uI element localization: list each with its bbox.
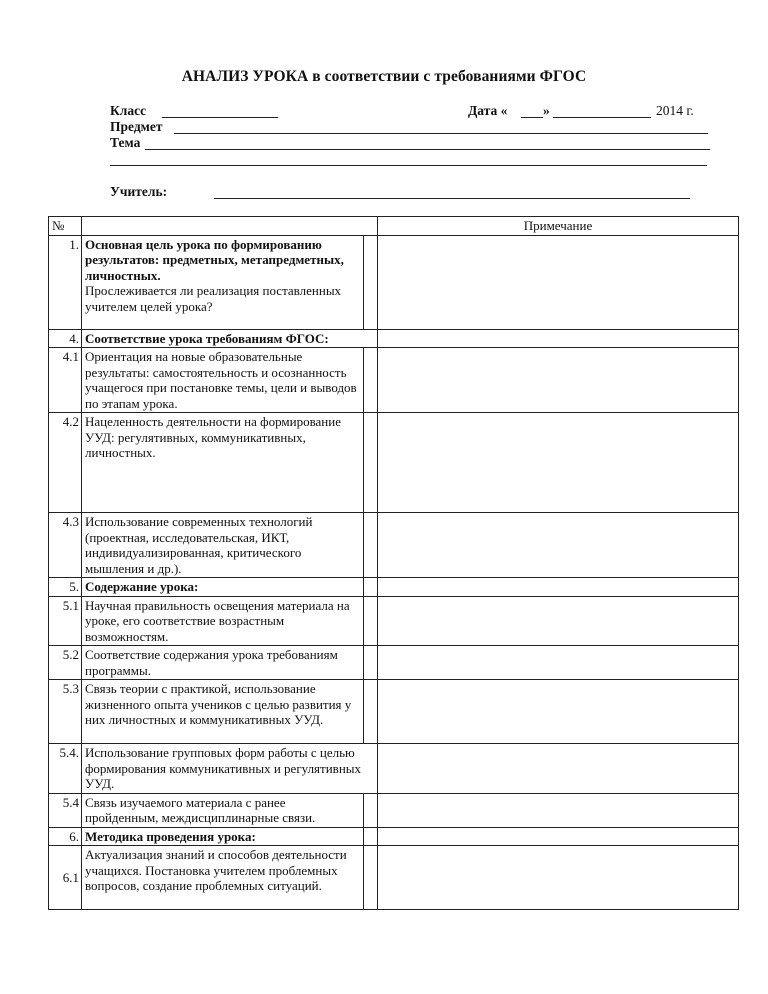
row-num: 4.3 (49, 513, 82, 578)
mid-cell[interactable] (364, 235, 378, 329)
row-text (82, 329, 378, 348)
row-num: 5. (49, 578, 82, 597)
mid-cell[interactable] (364, 827, 378, 846)
date-prefix: Дата « (468, 103, 508, 118)
topic-label: Тема (110, 135, 141, 150)
row-text: Соответствие содержания урока требованиям программы. (82, 646, 364, 680)
table-row (49, 744, 739, 794)
mid-cell[interactable] (364, 793, 378, 827)
row-num: 5.4. (49, 744, 82, 794)
teacher-field-line[interactable] (214, 198, 690, 199)
row-text (82, 578, 364, 597)
row-bold-text: Основная цель урока по формированию результатов: предметных, метапредметных, личностных. (85, 236, 344, 283)
row-plain-text: Прослеживается ли реализация поставленных учителем целей урока? (85, 283, 342, 314)
row-num: 1. (49, 235, 82, 329)
teacher-label: Учитель: (110, 184, 168, 199)
row-num: 6.1 (49, 846, 82, 910)
note-cell[interactable] (378, 513, 739, 578)
row-num: 4. (49, 329, 82, 348)
row-num: 5.2 (49, 646, 82, 680)
topic-field-line[interactable] (145, 149, 710, 150)
mid-cell[interactable] (364, 680, 378, 744)
col-num-header: № (49, 217, 82, 236)
table-row (49, 348, 739, 413)
mid-cell[interactable] (364, 646, 378, 680)
subject-label: Предмет (110, 119, 163, 134)
row-text: Научная правильность освещения материала на уроке, его соответствие возрастным возможностям. (82, 596, 364, 646)
row-text: Ориентация на новые образовательные результаты: самостоятельность и осознанность учащегося при постановке темы, цели и выводов по этапам урока. (82, 348, 364, 413)
date-mid: » (543, 103, 550, 118)
table-row (49, 235, 739, 329)
row-text (82, 827, 364, 846)
table-row (49, 329, 739, 348)
table-row (49, 513, 739, 578)
row-num: 6. (49, 827, 82, 846)
mid-cell[interactable] (364, 596, 378, 646)
note-cell[interactable] (378, 329, 739, 348)
topic-field-line-2[interactable] (110, 165, 707, 166)
mid-cell[interactable] (364, 513, 378, 578)
note-cell[interactable] (378, 413, 739, 513)
row-num: 5.4 (49, 793, 82, 827)
row-num: 5.3 (49, 680, 82, 744)
row-text: Использование современных технологий (проектная, исследовательская, ИКТ, индивидуализированная, критического мышления и др.). (82, 513, 364, 578)
note-cell[interactable] (378, 596, 739, 646)
row-text: Связь изучаемого материала с ранее пройденным, междисциплинарные связи. (82, 793, 364, 827)
date-month-line[interactable] (553, 117, 651, 118)
table-row (49, 596, 739, 646)
col-note-header (378, 217, 739, 236)
table-row (49, 680, 739, 744)
document-title: АНАЛИЗ УРОКА в соответствии с требованиями ФГОС (181, 68, 587, 85)
row-bold-text: Методика проведения урока: (85, 828, 256, 844)
row-text (82, 235, 364, 329)
mid-cell[interactable] (364, 413, 378, 513)
row-text: Связь теории с практикой, использование жизненного опыта учеников с целью развития у них личностных и коммуникативных УУД. (82, 680, 364, 744)
class-label: Класс (110, 103, 147, 118)
row-bold-text: Содержание урока: (85, 579, 199, 594)
row-text: Нацеленность деятельности на формирование УУД: регулятивных, коммуникативных, личностных. (82, 413, 364, 513)
note-cell[interactable] (378, 793, 739, 827)
table-header-row (49, 217, 739, 236)
mid-cell[interactable] (364, 846, 378, 910)
note-cell[interactable] (378, 646, 739, 680)
row-text: Использование групповых форм работы с целью формирования коммуникативных и регулятивных УУД. (82, 744, 378, 794)
note-cell[interactable] (378, 235, 739, 329)
row-bold-text: Соответствие урока требованиям ФГОС: (85, 330, 329, 346)
table-row (49, 793, 739, 827)
note-cell[interactable] (378, 744, 739, 794)
row-num: 4.1 (49, 348, 82, 413)
analysis-table (48, 216, 739, 910)
table-row (49, 827, 739, 846)
table-row (49, 413, 739, 513)
table-row (49, 646, 739, 680)
date-year: 2014 г. (656, 103, 694, 118)
note-cell[interactable] (378, 578, 739, 597)
note-cell[interactable] (378, 846, 739, 910)
col-text-header (82, 217, 378, 236)
note-cell[interactable] (378, 827, 739, 846)
date-day-line[interactable] (521, 117, 543, 118)
class-field-line[interactable] (162, 117, 278, 118)
note-header-label: Примечание (523, 218, 593, 233)
row-num: 4.2 (49, 413, 82, 513)
note-cell[interactable] (378, 348, 739, 413)
row-num: 5.1 (49, 596, 82, 646)
mid-cell[interactable] (364, 348, 378, 413)
table-row (49, 846, 739, 910)
note-cell[interactable] (378, 680, 739, 744)
table-row (49, 578, 739, 597)
row-text: Актуализация знаний и способов деятельности учащихся. Постановка учителем проблемных вопросов, создание проблемных ситуаций. (82, 846, 364, 910)
mid-cell[interactable] (364, 578, 378, 597)
subject-field-line[interactable] (174, 133, 708, 134)
